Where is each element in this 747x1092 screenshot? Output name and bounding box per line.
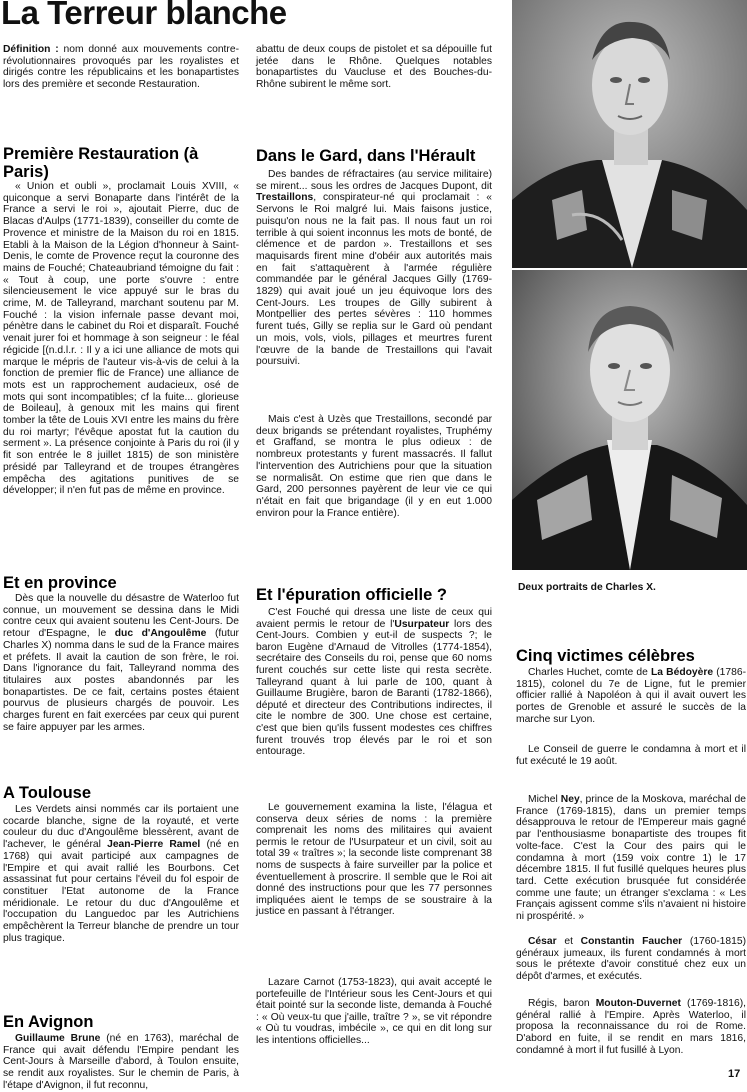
premiere-restauration-text [3,181,239,497]
toulouse-paragraph: Les Verdets ainsi nommés car ils portaient une cocarde blanche, signe de la royauté, et verte couleur du duc d'Angoulême blessèrent, avant de l'achever, le général Jean-Pierre Ramel (né en 1768) qui avait participé aux campagnes de l'Empire et qui avait rallié les Bourbons. Cet assassinat fut pour certains l'éveil du fol espoir de constituer l'Etat autonome de la France méridionale. Le retour du duc d'Angoulême et l'occupation du Languedoc par les Autrichiens empêchèrent la Terreur blanche de prendre un tour plus tragique. [3,804,239,944]
name-usurpateur: Usurpateur [394,618,450,630]
victime-faucher: César et Constantin Faucher (1760-1815) généraux jumeaux, ils furent condamnés à mort sous le prétexte d'avoir constitué chez eux un dépôt d'armes, et exécutés. [516,936,746,983]
portrait-image-2 [512,270,747,570]
name-cesar: César [528,936,557,947]
epuration-paragraph-2: Le gouvernement examina la liste, l'élagua et conserva deux séries de noms : la première comprenait les noms des militaires qui avaient permis le retour de l'Usurpateur et un civil, soit au total 39 « traîtres »; la seconde liste comprenant 38 noms de suspects à faire surveiller par la police et éventuellement à proscrire. Il semble que le Roi ait donné des instructions pour que les 77 personnes impliquées aient le temps de se soustraire à la justice en passant à l'étranger. [256,802,492,918]
heading-victimes: Cinq victimes célèbres [516,647,695,665]
heading-gard: Dans le Gard, dans l'Hérault [256,147,476,165]
province-text [3,593,239,733]
heading-premiere-restauration: Première Restauration (à Paris) [3,145,199,181]
epuration-text-3 [256,977,492,1047]
gard-text [256,169,492,368]
name-la-bedoyere: La Bédoyère [651,667,714,678]
heading-province: Et en province [3,574,117,592]
epuration-text-2 [256,802,492,918]
portrait-image-1 [512,0,747,268]
toulouse-text [3,804,239,944]
victime-mouton-duvernet: Régis, baron Mouton-Duvernet (1769-1816), général rallié à l'Empire. Après Waterloo, il proposa la reconnaissance du roi de Rome. D'abord en fuite, il se rendit en mars 1816, condamné à mort il fut fusillé à Lyon. [516,998,746,1056]
victime-la-bedoyere: Charles Huchet, comte de La Bédoyère (1786-1815), colonel du 7e de Ligne, fut le premier officier rallié à Napoléon à qui il avait ouvert les portes de Grenoble et assuré le succès de la marche sur Lyon. [516,667,746,725]
page-title: La Terreur blanche [1,0,287,31]
epuration-text [256,607,492,758]
portrait-caption: Deux portraits de Charles X. [518,582,656,593]
epuration-paragraph-1: C'est Fouché qui dressa une liste de ceux qui avaient permis le retour de l'Usurpateur lors des Cent-Jours. Combien y eut-il de suspects ?; le baron Eugène d'Arnaud de Vitrolles (1774-1854), secrétaire des Conseils du roi, pense que 60 noms furent couchés sur cette liste qui resta secrète. Talleyrand quant à lui parle de 100, quant à Guillaume Brugière, baron de Baranti (1782-1866), député et directeur des Contributions indirectes, il cite le nombre de 300. Une chose est certaine, c'est que bien qu'ils fussent modestes ces chiffres furent trouvés trop élevés par le roi et son entourage. [256,607,492,758]
name-duc-angouleme: duc d'Angoulême [114,628,207,640]
victimes-text-2 [516,744,746,767]
definition-block [3,44,239,90]
victime-la-bedoyere-2: Le Conseil de guerre le condamna à mort et il fut exécuté le 19 août. [516,744,746,767]
province-paragraph: Dès que la nouvelle du désastre de Waterloo fut connue, un mouvement se dessina dans le Midi contre ceux qui avaient soutenu les Cent-Jours. De retour d'Espagne, le duc d'Angoulême (futur Charles X) nomma dans le sud de la France maires et préfets. Il avait la caution de son frère, le roi. Dans l'ignorance du fait, Talleyrand nomma des titulaires aux postes abandonnés par les bonapartistes. De ce fait, certains postes étaient pourvus de plusieurs chargés de pouvoir. Les charges furent en fait exercées par ceux qui purent se faire appuyer par les armes. [3,593,239,733]
premiere-restauration-paragraph: « Union et oubli », proclamait Louis XVIII, « quiconque a servi Bonaparte dans l'intérêt de la France a servi le roi », ajoutait Pierre, duc de Blacas d'Aulps (1771-1839), conseiller du comte de Provence et ministre de la Maison du roi en 1815. Etabli à la Maison de la Légion d'honneur à Saint-Denis, le comte de Provence reçut la couronne des mains de Fouché; Chateaubriand témoigne du fait : « Tout à coup, une porte s'ouvre : entre silencieusement le vice appuyé sur le bras du crime, M. de Talleyrand, marchant soutenu par M. Fouché : la vision infernale passe devant moi, pénètre dans le cabinet du Roi et disparaît. Fouché venait jurer foi et hommage à son seigneur : le féal régicide [(n.d.l.r. : Il y a ici une alliance de mots qui marque le mépris de l'auteur vis-à-vis de celui à la fonction de premier flic de France) une alliance de mots est un rapprochement audacieux, osé de mots qui sont incompatibles; cf la fuite... glorieuse de Boileau], à genoux mit les mains qui firent tomber la tête de Louis XVI entre les mains du frère du roi martyr; l'évêque apostat fut la caution du serment ». La présence conjointe à Paris du roi (il y fit son entrée le 8 juillet 1815) de son ministère présidé par Talleyrand et de troupes étrangères empêcha des agitations punitives de se développer; il n'en fut pas de même en province. [3,181,239,497]
definition-label: Définition : [3,44,59,55]
victimes-text-5 [516,998,746,1057]
victimes-text-1 [516,667,746,726]
name-constantin-faucher: Constantin Faucher [580,936,683,947]
victimes-text-3 [516,794,746,923]
epuration-paragraph-3: Lazare Carnot (1753-1823), qui avait accepté le portefeuille de l'Intérieur sous les Cent-Jours et qui était pointé sur la seconde liste, demanda à Fouché : « Où veux-tu que j'aille, traître ? », se vit répondre « Où tu voudras, imbécile », ce qui en dit long sur les intentions officielles... [256,977,492,1046]
page-number: 17 [728,1068,741,1080]
heading-toulouse: A Toulouse [3,784,91,802]
name-ney: Ney [560,794,580,805]
avignon-paragraph: Guillaume Brune (né en 1763), maréchal de France qui avait défendu l'Empire pendant les Cent-Jours à Marseille d'abord, à Toulon ensuite, se rendit aux royalistes. Sur le chemin de Paris, à l'étape d'Avignon, il fut reconnu, [3,1033,240,1091]
heading-avignon: En Avignon [3,1013,94,1031]
gard-paragraph-2: Mais c'est à Uzès que Trestaillons, secondé par deux brigands se prétendant royalistes, Truphémy et Graffand, se montra le plus odieux : de nombreux protestants y furent massacrés. Il fallut l'intervention des Autrichiens pour que la situation se normalisât. On estime que rien que dans le Gard, 200 personnes payèrent de leur vie ce qui n'était en fait que brigandage (il y en eut 1.000 environ pour la France entière). [256,414,492,519]
avignon-text [3,1033,239,1092]
name-trestaillons: Trestaillons [256,192,314,204]
intro-cont-text: abattu de deux coups de pistolet et sa dépouille fut jetée dans le Rhône. Quelques notables bonapartistes du Vaucluse et des Bouches-du-Rhône subirent le même sort. [256,44,492,90]
name-brune: Guillaume Brune [15,1033,101,1044]
gard-paragraph-1: Des bandes de réfractaires (au service militaire) se mirent... sous les ordres de Jacques Dupont, dit Trestaillons, conspirateur-né qui proclamait : « Servons le Roi malgré lui. Mais faisons justice, puisqu'on nous ne la fait pas. Il nous faut un roi terrible à qui soient inconnus les mots de bonté, de clémence et de pardon ». Trestaillons et ses maquisards firent mine d'obéir aux autorités mais en fait s'attaquèrent à l'armée régulière commandée par le général Jacques Gilly (1769-1829) qui avait joué un jeu équivoque lors des Cent-Jours. Les troupes de Gilly subirent à Montpellier des pertes sévères : 110 hommes furent tués, Gilly se replia sur le Gard où pendant un mois, vols, viols, pillages et meurtres furent l'œuvre de la bande de Trestaillons qui l'avait poursuivi. [256,169,492,368]
name-ramel: Jean-Pierre Ramel [107,839,201,851]
gard-text-2 [256,414,492,519]
name-mouton-duvernet: Mouton-Duvernet [595,998,681,1009]
victimes-text-4 [516,936,746,983]
intro-continuation [256,44,492,90]
victime-ney: Michel Ney, prince de la Moskova, maréchal de France (1769-1815), dans un premier temps désapprouva le retour de l'Empereur mais gagné par l'enthousiasme bonapartiste des troupes fit volte-face. C'est la Cour des pairs qui le condamna à mort (159 voix contre 1) le 17 décembre 1815. Il fut fusillé quelques heures plus tard. Cette exécution brusquée fut considérée comme une faute; un étranger s'exclama : « Les Français agissent comme s'ils n'avaient ni histoire ni prospérité. » [516,794,746,923]
heading-epuration: Et l'épuration officielle ? [256,586,447,604]
definition-text: nom donné aux mouvements contre-révolutionnaires provoqués par les royalistes et dirigés contre les républicains et les bonapartistes lors des première et seconde Restauration. [3,44,240,90]
